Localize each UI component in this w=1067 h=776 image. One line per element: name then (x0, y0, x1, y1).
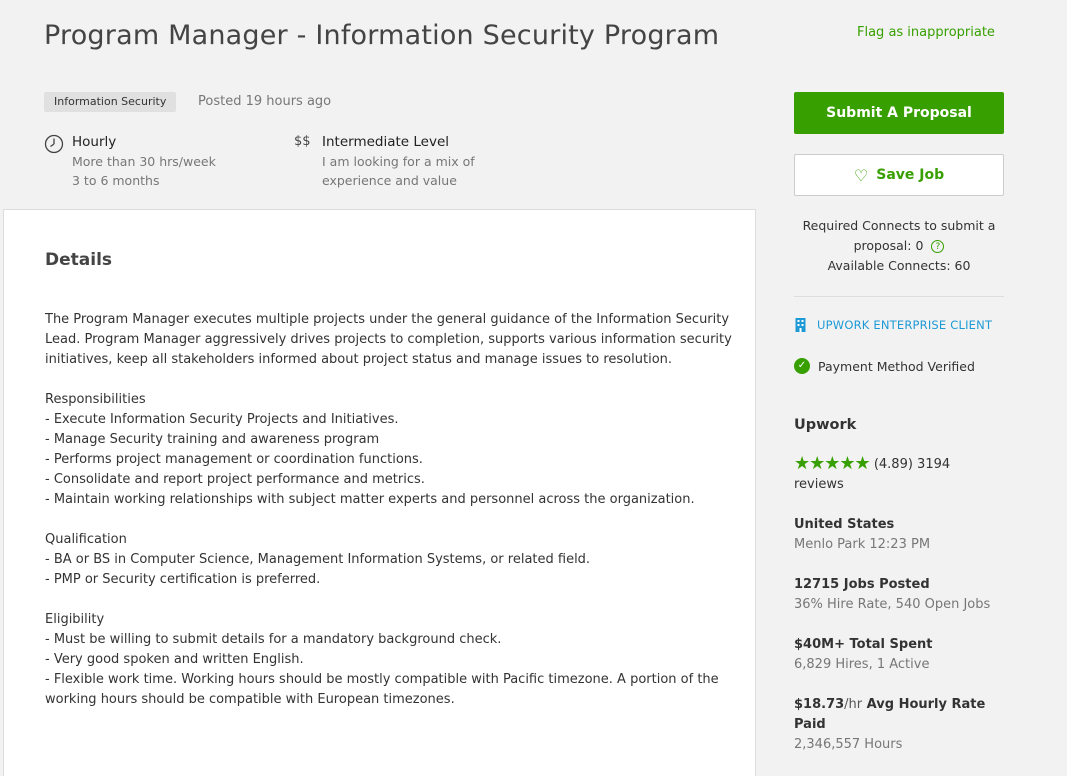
avg-rate-value: $18.73 (794, 697, 845, 712)
hourly-duration: 3 to 6 months (72, 173, 160, 188)
responsibility-item: - Execute Information Security Projects and Initiatives. (45, 412, 399, 427)
responsibility-item: - Maintain working relationships with subject matter experts and personnel across the organization. (45, 492, 695, 507)
client-location (794, 515, 1009, 555)
building-icon (794, 317, 807, 333)
clock-icon (44, 133, 72, 190)
client-city-time: Menlo Park 12:23 PM (794, 537, 931, 552)
qualification-item: - PMP or Security certification is preferred. (45, 572, 321, 587)
hourly-title: Hourly (72, 134, 117, 150)
save-job-button[interactable] (794, 154, 1004, 196)
hourly-hours: More than 30 hrs/week (72, 154, 216, 169)
eligibility-item: - Very good spoken and written English. (45, 652, 304, 667)
eligibility-item: - Must be willing to submit details for a mandatory background check. (45, 632, 502, 647)
total-spent: $40M+ Total Spent (794, 637, 933, 652)
submit-proposal-button[interactable]: Submit A Proposal (794, 92, 1004, 134)
avg-rate-label: Avg Hourly Rate Paid (794, 697, 986, 732)
level-meta (294, 133, 475, 190)
eligibility-item: - Flexible work time. Working hours should be mostly compatible with Pacific timezone. A portion of the working hours should be compatible with European timezones. (45, 672, 719, 707)
dollar-level-icon: $$ (294, 134, 311, 149)
level-desc-2: experience and value (322, 173, 457, 188)
description-intro: The Program Manager executes multiple projects under the general guidance of the Information Security Lead. Program Manager aggressively drives projects to completion, supports various information security initiatives, keep all stakeholders informed about project status and manage issues to resolution. (45, 312, 732, 367)
job-title: Program Manager - Information Security Program (44, 20, 720, 51)
total-hours: 2,346,557 Hours (794, 737, 903, 752)
help-icon[interactable]: ? (931, 240, 944, 253)
payment-label: Payment Method Verified (818, 358, 975, 374)
client-avg-rate (794, 695, 1009, 755)
eligibility-heading: Eligibility (45, 612, 105, 627)
hourly-meta (44, 133, 216, 190)
responsibility-item: - Manage Security training and awareness program (45, 432, 380, 447)
details-panel (3, 209, 756, 776)
jobs-posted: 12715 Jobs Posted (794, 577, 930, 592)
sidebar-divider (794, 296, 1004, 297)
responsibility-item: - Performs project management or coordination functions. (45, 452, 423, 467)
connects-available: Available Connects: 60 (827, 258, 971, 273)
level-title: Intermediate Level (322, 134, 450, 150)
responsibility-item: - Consolidate and report project performance and metrics. (45, 472, 425, 487)
hire-rate: 36% Hire Rate, 540 Open Jobs (794, 597, 991, 612)
enterprise-client-badge[interactable] (794, 317, 992, 333)
avg-rate-unit: /hr (844, 697, 863, 712)
category-tag[interactable]: Information Security (44, 92, 176, 112)
client-country: United States (794, 517, 895, 532)
qualification-item: - BA or BS in Computer Science, Management Information Systems, or related field. (45, 552, 591, 567)
qualification-heading: Qualification (45, 532, 127, 547)
job-description (45, 310, 735, 710)
star-rating-icon: ★★★★★ (794, 453, 870, 474)
enterprise-label: UPWORK ENTERPRISE CLIENT (817, 318, 993, 332)
client-spend (794, 635, 1009, 675)
level-desc-1: I am looking for a mix of (322, 154, 475, 169)
connects-required: Required Connects to submit a proposal: 0 (802, 218, 996, 253)
check-icon: ✓ (794, 358, 810, 374)
hires-count: 6,829 Hires, 1 Active (794, 657, 930, 672)
client-jobs (794, 575, 1009, 615)
flag-inappropriate-link[interactable]: Flag as inappropriate (857, 25, 995, 40)
connects-info (794, 216, 1004, 276)
posted-time: Posted 19 hours ago (198, 94, 332, 109)
details-heading: Details (45, 250, 113, 270)
heart-icon: ♡ (853, 165, 869, 185)
payment-verified (794, 358, 975, 374)
client-name: Upwork (794, 417, 857, 433)
rating-value: (4.89) 3194 (873, 457, 951, 472)
reviews-label: reviews (794, 477, 844, 492)
avg-rate-line (794, 695, 1009, 735)
responsibilities-heading: Responsibilities (45, 392, 146, 407)
save-job-label: Save Job (876, 167, 945, 183)
client-rating (794, 454, 1004, 495)
